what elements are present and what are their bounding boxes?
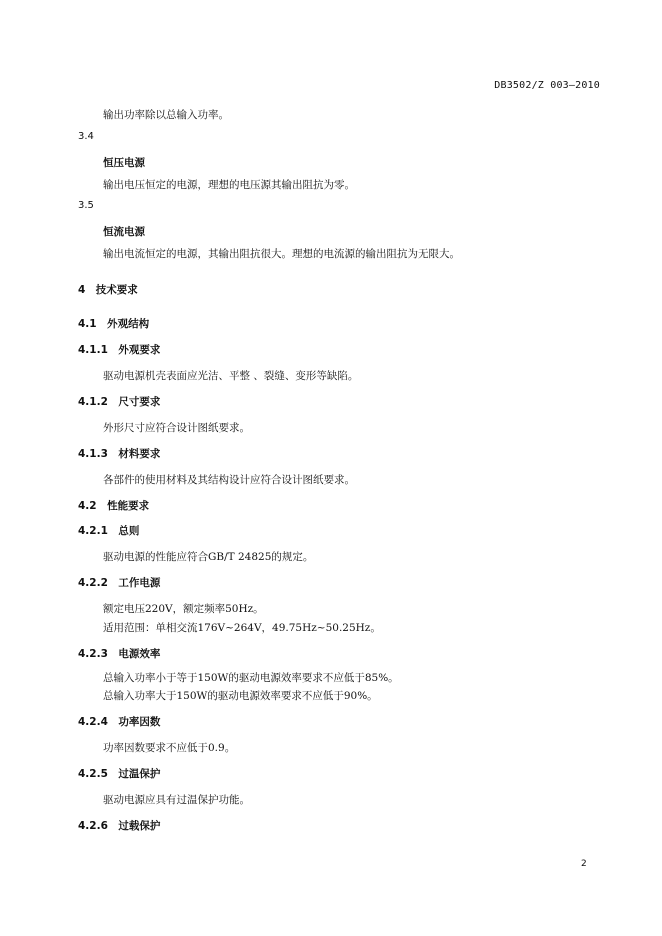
section-4-2-6-title: 4.2.6 过载保护 bbox=[78, 820, 161, 832]
section-4-1-title: 4.1 外观结构 bbox=[78, 318, 150, 330]
section-4-2-1-title: 4.2.1 总则 bbox=[78, 525, 140, 537]
section-3-4-title: 恒压电源 bbox=[103, 157, 145, 169]
section-4-2-4-title: 4.2.4 功率因数 bbox=[78, 716, 161, 728]
section-4-2-1-text: 驱动电源的性能应符合GB/T 24825的规定。 bbox=[103, 551, 314, 563]
section-4-1-2-title: 4.1.2 尺寸要求 bbox=[78, 396, 161, 408]
section-4-2-2-text-1: 额定电压220V，额定频率50Hz。 bbox=[103, 603, 264, 615]
document-id-header: DB3502/Z 003—2010 bbox=[494, 80, 600, 91]
section-3-4-text: 输出电压恒定的电源，理想的电压源其输出阻抗为零。 bbox=[103, 179, 355, 191]
section-4-title: 4 技术要求 bbox=[78, 284, 138, 296]
section-4-1-1-text: 驱动电源机壳表面应光洁、平整 、裂缝、变形等缺陷。 bbox=[103, 370, 359, 382]
section-4-2-3-text-2: 总输入功率大于150W的驱动电源效率要求不应低于90%。 bbox=[103, 690, 378, 702]
section-4-2-2-text-2: 适用范围：单相交流176V~264V，49.75Hz~50.25Hz。 bbox=[103, 622, 381, 634]
section-3-4-number: 3.4 bbox=[78, 131, 94, 142]
page-number: 2 bbox=[581, 859, 587, 869]
section-4-2-5-title: 4.2.5 过温保护 bbox=[78, 768, 161, 780]
section-4-2-2-title: 4.2.2 工作电源 bbox=[78, 577, 161, 589]
section-4-2-3-text-1: 总输入功率小于等于150W的驱动电源效率要求不应低于85%。 bbox=[103, 672, 399, 684]
section-3-5-title: 恒流电源 bbox=[103, 226, 145, 238]
paragraph-intro: 输出功率除以总输入功率。 bbox=[103, 109, 229, 121]
section-4-1-3-text: 各部件的使用材料及其结构设计应符合设计图纸要求。 bbox=[103, 474, 355, 486]
section-4-2-3-title: 4.2.3 电源效率 bbox=[78, 648, 161, 660]
section-4-2-4-text: 功率因数要求不应低于0.9。 bbox=[103, 742, 236, 754]
section-4-2-5-text: 驱动电源应具有过温保护功能。 bbox=[103, 794, 250, 806]
section-3-5-number: 3.5 bbox=[78, 200, 94, 211]
section-4-1-3-title: 4.1.3 材料要求 bbox=[78, 448, 161, 460]
section-3-5-text: 输出电流恒定的电源，其输出阻抗很大。理想的电流源的输出阻抗为无限大。 bbox=[103, 248, 460, 260]
section-4-2-title: 4.2 性能要求 bbox=[78, 500, 150, 512]
section-4-1-2-text: 外形尺寸应符合设计图纸要求。 bbox=[103, 422, 250, 434]
section-4-1-1-title: 4.1.1 外观要求 bbox=[78, 344, 161, 356]
